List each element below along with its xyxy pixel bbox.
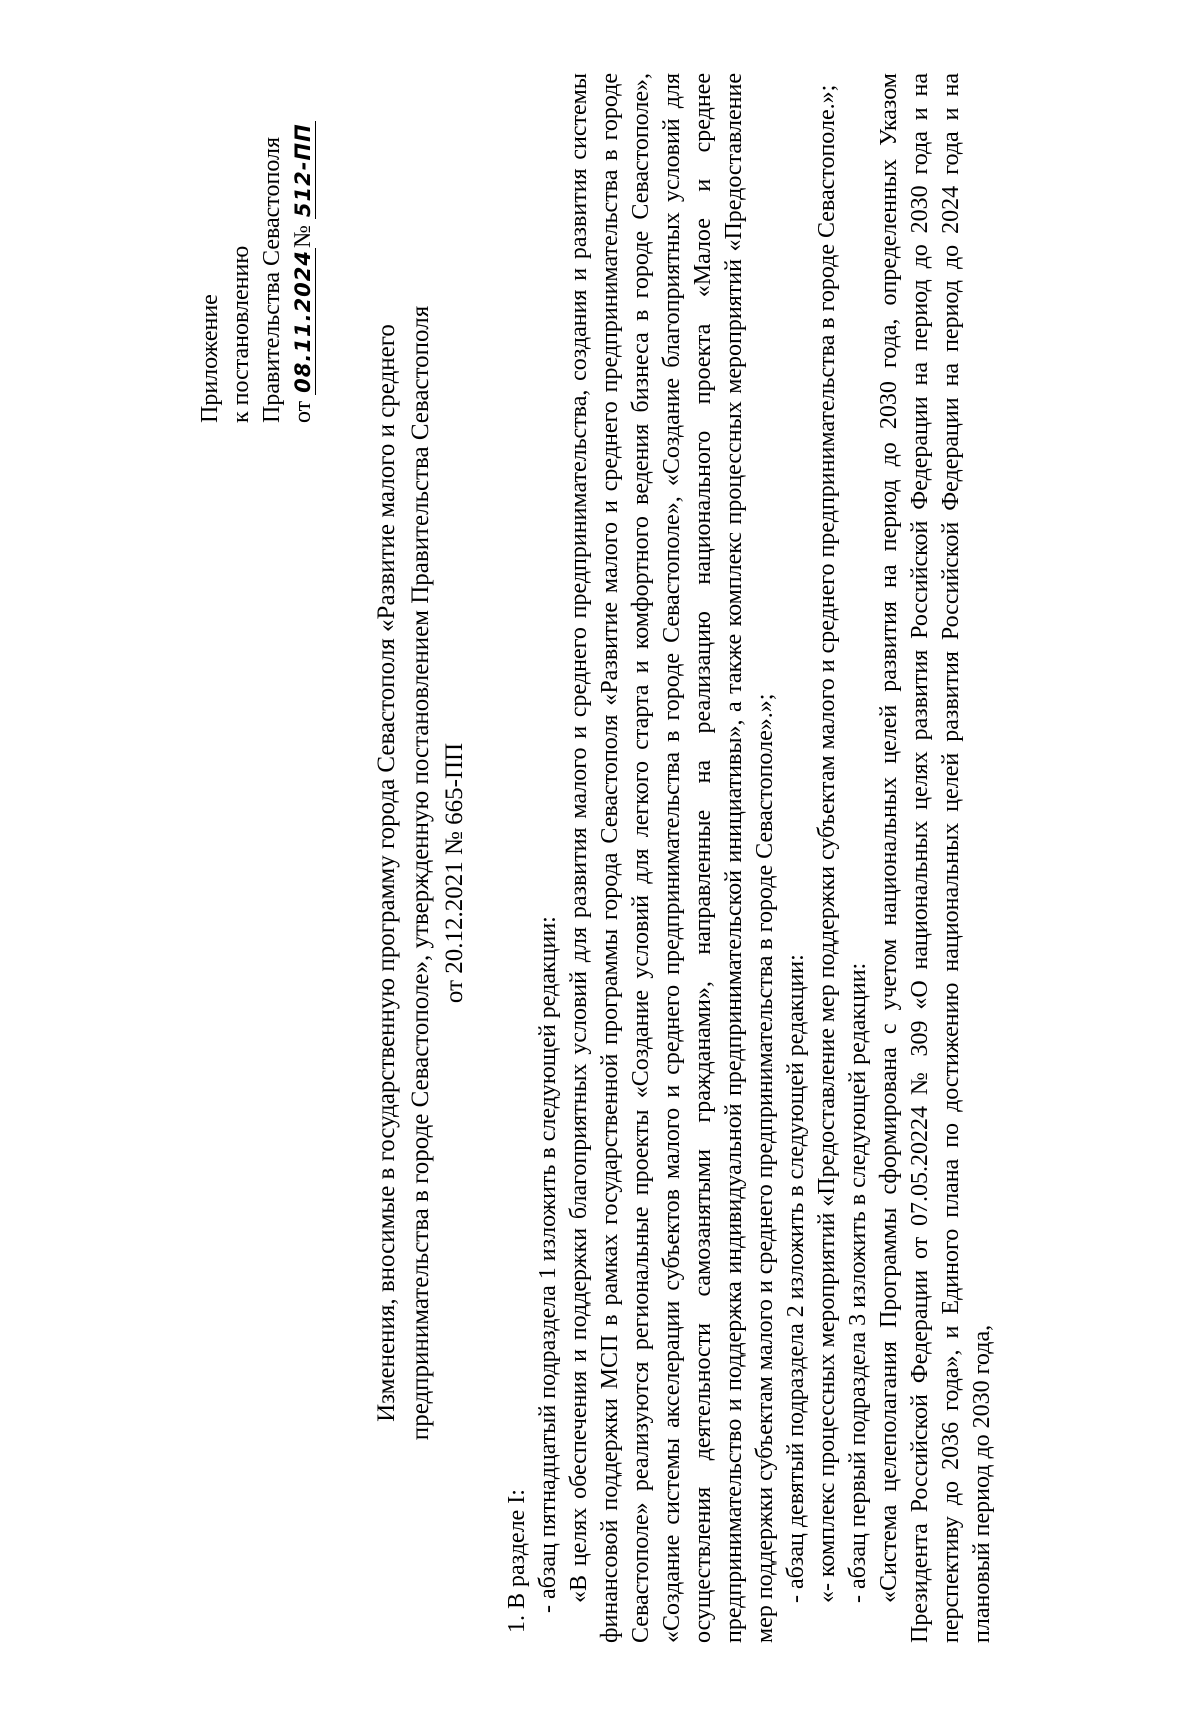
title-line-3: от 20.12.2021 № 665-ПП [441,742,468,1004]
document-title [370,183,472,1563]
paragraph-amendment-1: - абзац пятнадцатый подраздела 1 изложить в следующей редакции: [535,916,561,1613]
paragraph-amendment-3: - абзац первый подраздела 3 изложить в следующей редакции: [845,962,871,1603]
handwritten-number: 512-ПП [291,123,315,218]
title-line-2: предпринимательства в городе Севастополе», утвержденную постановлением Правительства Севастополя [407,305,434,1441]
paragraph-section-1: 1. В разделе I: [504,1489,530,1633]
handwritten-date: 08.11.2024 [291,249,315,393]
title-line-1: Изменения, вносимые в государственную программу города Севастополя «Развитие малого и среднего [373,324,400,1422]
paragraph-amendment-2: - абзац девятый подраздела 2 изложить в следующей редакции: [783,954,809,1603]
approval-block [195,23,319,423]
approval-line-government: Правительства Севастополя [259,136,285,423]
paragraph-quote-2: «- комплекс процессных мероприятий «Предоставление мер поддержки субъектам малого и среднего предпринимательства в городе Севастополе.»; [814,84,840,1603]
approval-date-line [288,23,319,423]
date-prefix: от [290,400,316,423]
approval-line-resolution: к постановлению [228,245,254,423]
approval-line-appendix: Приложение [197,294,223,423]
paragraph-quote-3: «Система целеполагания Программы сформирована с учетом национальных целей развития на период до 2030 года, определенных Указом Президента Российской Федерации от 07.05.20224 № 309 «О национальных целях развития Российской Федерации на период до 2030 года и на перспективу до 2036 года», и Единого плана по достижению национальных целей развития Российской Федерации на период до 2024 года и на плановый период до 2030 года, [876,73,995,1643]
document-body [502,73,998,1643]
paragraph-quote-1: «В целях обеспечения и поддержки благоприятных условий для развития малого и среднего предпринимательства, создания и развития системы финансовой поддержки МСП в рамках государственной программы города Севастополя «Развитие малого и среднего предпринимательства в городе Севастополе» реализуются региональные проекты «Создание условий для легкого старта и комфортного ведения бизнеса в городе Севастополе», «Создание системы акселерации субъектов малого и среднего предпринимательства в городе Севастополе», «Создание благоприятных условий для осуществления деятельности самозанятыми гражданами», направленные на реализацию национального проекта «Малое и среднее предпринимательство и поддержка индивидуальной предпринимательской инициативы», а также комплекс процессных мероприятий «Предоставление мер поддержки субъектам малого и среднего предпринимательства в городе Севастополе».»; [566,73,778,1643]
number-prefix: № [290,225,316,248]
